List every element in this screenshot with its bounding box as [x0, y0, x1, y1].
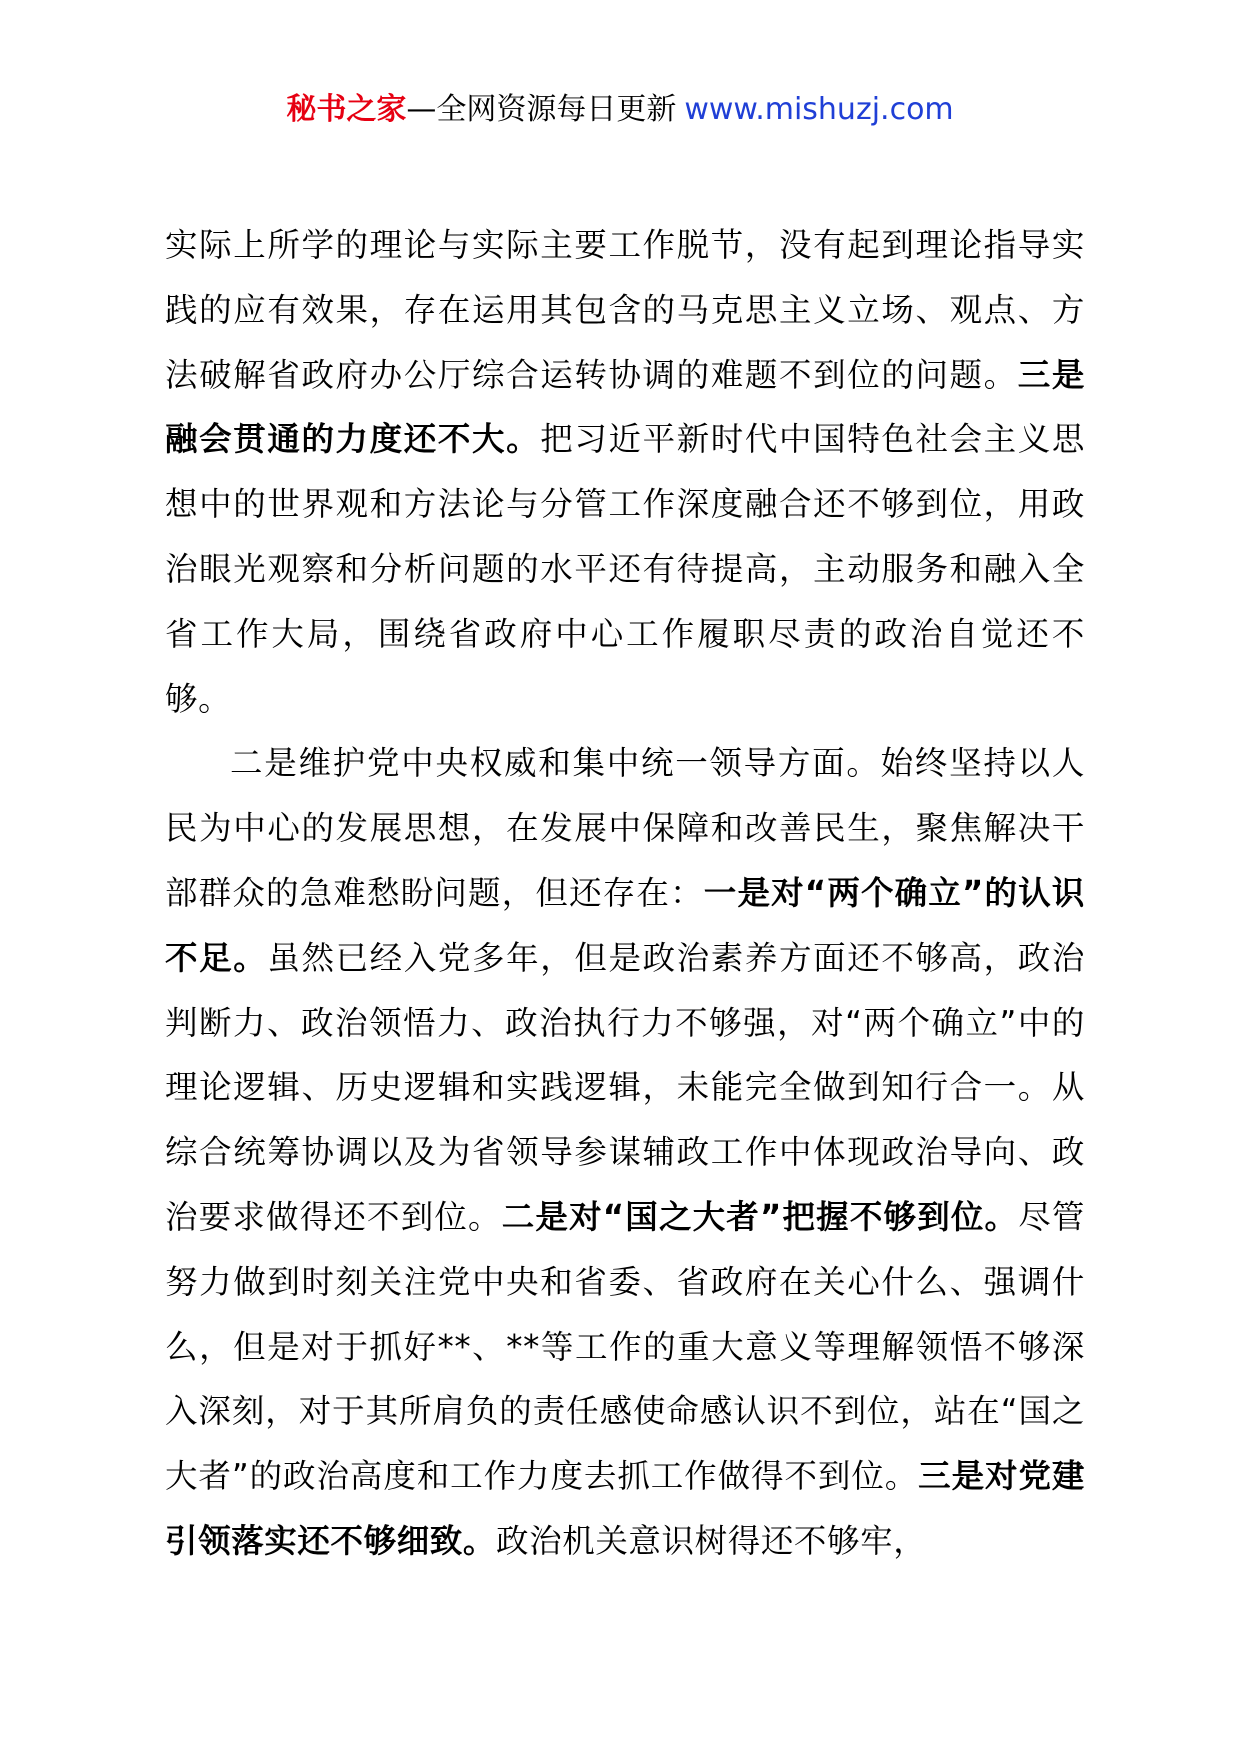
brand-name: 秘书之家 — [286, 92, 407, 127]
bold-heading: 三是融会贯通的力度还不大。 — [165, 355, 1085, 459]
section-heading: 二是维护党中央权威和集中统一领导方面。始终坚持以人民为中心的发展思想，在发展中保障和改善民生，聚焦解决干部群众的急难愁盼问题，但还存在： — [165, 744, 1085, 912]
bold-heading: 一是对“两个确立”的认识不足。 — [165, 873, 1086, 977]
header-tagline: —全网资源每日更新 — [406, 92, 677, 127]
paragraph-text: 虽然已经入党多年，但是政治素养方面还不够高，政治判断力、政治领悟力、政治执行力不够强，对“两个确立”中的理论逻辑、历史逻辑和实践逻辑，未能完全做到知行合一。从综合统筹协调以及为省领导参谋辅政工作中体现政治导向、政治要求做得还不到位。 — [165, 938, 1085, 1236]
paragraph-text: 尽管努力做到时刻关注党中央和省委、省政府在关心什么、强调什么，但是对于抓好**、**等工作的重大意义等理解领悟不够深入深刻，对于其所肩负的责任感使命感认识不到位，站在“国之大者”的政治高度和工作力度去抓工作做得不到位。 — [165, 1197, 1085, 1496]
bold-heading: 二是对“国之大者”把握不够到位。 — [501, 1197, 1019, 1236]
website-url: www.mishuzj.com — [684, 92, 954, 127]
paragraph-text: 实际上所学的理论与实际主要工作脱节，没有起到理论指导实践的应有效果，存在运用其包含的马克思主义立场、观点、方法破解省政府办公厅综合运转协调的难题不到位的问题。 — [165, 226, 1085, 394]
paragraph-1 — [165, 213, 1085, 731]
page-header — [0, 88, 1240, 132]
document-body — [165, 213, 1085, 1574]
paragraph-2 — [165, 731, 1085, 1573]
bold-heading: 三是对党建引领落实还不够细致。 — [165, 1457, 1085, 1560]
paragraph-text: 把习近平新时代中国特色社会主义思想中的世界观和方法论与分管工作深度融合还不够到位，用政治眼光观察和分析问题的水平还有待提高，主动服务和融入全省工作大局，围绕省政府中心工作履职尽责的政治自觉还不够。 — [165, 420, 1085, 718]
paragraph-text: 政治机关意识树得还不够牢， — [496, 1521, 927, 1560]
